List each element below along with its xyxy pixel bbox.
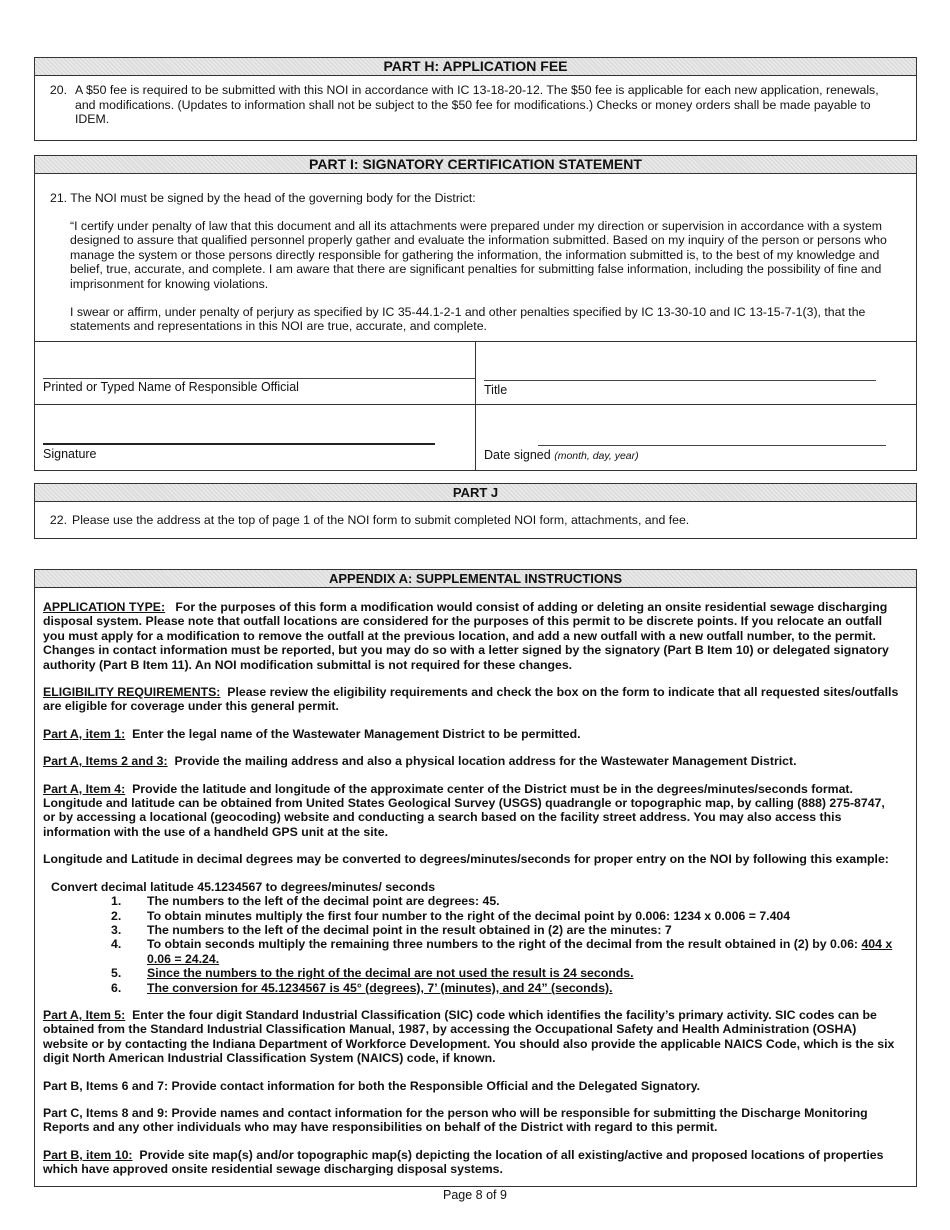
step-number: 6. xyxy=(111,980,122,995)
part-b-item-10-text: Provide site map(s) and/or topographic map(s) depicting the location of all existing/active and proposed locations of properties which have approved onsite residential sewage discharging disposal systems. xyxy=(43,1147,884,1177)
part-a-item-1-paragraph xyxy=(43,727,900,741)
step-number: 1. xyxy=(111,894,122,909)
conversion-steps xyxy=(43,894,900,995)
conversion-step xyxy=(111,937,900,966)
part-a-item-5-paragraph xyxy=(43,1008,900,1066)
conversion-step xyxy=(111,923,900,937)
page-number: Page 8 of 9 xyxy=(443,1188,507,1202)
part-a-item-4-paragraph xyxy=(43,782,900,840)
part-h-text: A $50 fee is required to be submitted with this NOI in accordance with IC 13-18-20-12. The $50 fee is applicable for each new application, renewals, and modifications. (Updates to information shall not be subject to the $50 fee for modifications.) Checks or money orders shall be made payable to IDEM. xyxy=(75,83,879,127)
step-number: 4. xyxy=(111,937,122,952)
conversion-intro: Longitude and Latitude in decimal degrees may be converted to degrees/minutes/seconds for proper entry on the NOI by following this example: xyxy=(43,852,889,867)
part-b-item-10-label: Part B, item 10: xyxy=(43,1147,133,1162)
part-i-section xyxy=(34,155,917,342)
part-h-header: PART H: APPLICATION FEE xyxy=(35,58,916,76)
appendix-a-header: APPENDIX A: SUPPLEMENTAL INSTRUCTIONS xyxy=(35,570,916,588)
title-label: Title xyxy=(484,383,508,397)
step-text-wrap xyxy=(147,937,900,966)
appendix-a-section xyxy=(34,569,917,1187)
item-number: 22. xyxy=(49,513,67,527)
eligibility-paragraph xyxy=(43,685,900,714)
step-text: The numbers to the left of the decimal point in the result obtained in (2) are the minutes: 7 xyxy=(147,922,672,937)
step-number: 3. xyxy=(111,922,122,937)
application-type-paragraph xyxy=(43,600,900,672)
name-label: Printed or Typed Name of Responsible Official xyxy=(43,380,299,394)
perjury-statement: I swear or affirm, under penalty of perjury as specified by IC 35-44.1-2-1 and other penalties specified by IC 13-30-10 and IC 13-15-7-1(3), that the statements and representations in this NOI are true, accurate, and complete. xyxy=(70,304,866,334)
conversion-step xyxy=(111,966,900,980)
signature-row-1 xyxy=(35,342,916,404)
conversion-title: Convert decimal latitude 45.1234567 to degrees/minutes/ seconds xyxy=(51,879,436,894)
part-j-header: PART J xyxy=(35,484,916,502)
title-line xyxy=(484,380,876,381)
appendix-body xyxy=(35,588,916,1177)
part-a-item-1-text: Enter the legal name of the Wastewater Management District to be permitted. xyxy=(132,726,581,741)
signature-label: Signature xyxy=(43,447,97,461)
part-a-items-2-3-paragraph xyxy=(43,754,900,768)
application-type-text: For the purposes of this form a modification would consist of adding or deleting an onsite residential sewage discharging disposal system. Please note that outfall locations are considered for the purposes of this permit to be discrete points. If you relocate an outfall you must apply for a modification to remove the outfall at the previous location, and add a new outfall with a new outfall number, to the permit. Changes in contact information must be reported, but you may do so with a letter signed by the signatory (Part B Item 10) or delegated signatory authority (Part B Item 11). An NOI modification submittal is not required for these changes. xyxy=(43,600,889,672)
responsible-official-name-field[interactable] xyxy=(35,342,475,404)
part-j-item-22 xyxy=(35,502,916,528)
conversion-step xyxy=(111,894,900,908)
date-line xyxy=(538,445,886,446)
step-text: To obtain seconds multiply the remaining three numbers to the right of the decimal from the result obtained in (2) by 0.06: xyxy=(147,937,859,952)
conversion-example xyxy=(43,880,900,995)
conversion-step xyxy=(111,981,900,995)
signature-table xyxy=(34,341,917,471)
part-c-items-8-9-paragraph: Part C, Items 8 and 9: Provide names and contact information for the person who will be responsible for submitting the Discharge Monitoring Reports and any other individuals who may have responsibilities on behalf of the District with regard to this permit. xyxy=(43,1105,868,1135)
part-a-item-1-label: Part A, item 1: xyxy=(43,726,126,741)
step-underlined-result: 404 x 0.06 = 24.24. xyxy=(147,937,893,966)
date-signed-field[interactable] xyxy=(475,405,916,470)
part-a-item-4-text: Provide the latitude and longitude of the approximate center of the District must be in the degrees/minutes/seconds format. Longitude and latitude can be obtained from United States Geological Survey (USGS) quadrangle or topographic map, by calling (888) 275-8747, or by accessing a locational (geocoding) website and conducting a search based on the facility street address. You may also access this information with the use of a handheld GPS unit at the site. xyxy=(43,781,885,839)
eligibility-label: ELIGIBILITY REQUIREMENTS: xyxy=(43,685,221,700)
step-text: Since the numbers to the right of the decimal are not used the result is 24 seconds. xyxy=(147,966,634,981)
step-number: 5. xyxy=(111,966,122,981)
part-i-header: PART I: SIGNATORY CERTIFICATION STATEMENT xyxy=(35,156,916,174)
part-a-item-4-label: Part A, Item 4: xyxy=(43,781,126,796)
part-h-section xyxy=(34,57,917,141)
part-b-item-10-paragraph xyxy=(43,1148,900,1177)
item-number: 20. xyxy=(49,83,67,97)
part-j-text: Please use the address at the top of page 1 of the NOI form to submit completed NOI form, attachments, and fee. xyxy=(72,513,690,527)
part-a-item-5-label: Part A, Item 5: xyxy=(43,1007,126,1022)
part-a-item-5-text: Enter the four digit Standard Industrial Classification (SIC) code which identifies the facility’s primary activity. SIC codes can be obtained from the Standard Industrial Classification Manual, 1987, by accessing the Occupational Safety and Health Administration (OSHA) website or by contacting the Indiana Department of Workforce Development. You should also provide the applicable NAICS Code, which is the six digit North American Industrial Classification System (NAICS) code, if known. xyxy=(43,1007,895,1066)
step-number: 2. xyxy=(111,908,122,923)
step-text: The numbers to the left of the decimal point are degrees: 45. xyxy=(147,894,500,909)
part-i-item-21: 21. The NOI must be signed by the head of the governing body for the District: xyxy=(50,191,476,205)
title-field[interactable] xyxy=(475,342,916,404)
part-a-items-2-3-text: Provide the mailing address and also a physical location address for the Wastewater Management District. xyxy=(174,754,797,769)
date-hint: (month, day, year) xyxy=(554,450,639,462)
date-label-text: Date signed xyxy=(484,448,551,462)
date-label xyxy=(484,448,639,464)
certification-quote: “I certify under penalty of law that this document and all its attachments were prepared under my direction or supervision in accordance with a system designed to assure that qualified personnel properly gather and evaluate the information submitted. Based on my inquiry of the person or persons who manage the system or those persons directly responsible for gathering the information, the information submitted is, to the best of my knowledge and belief, true, accurate, and complete. I am aware that there are significant penalties for submitting false information, including the possibility of fine and imprisonment for knowing violations. xyxy=(70,218,887,291)
step-text: The conversion for 45.1234567 is 45° (degrees), 7’ (minutes), and 24” (seconds). xyxy=(147,980,613,995)
eligibility-text: Please review the eligibility requirements and check the box on the form to indicate that all requested sites/outfalls are eligible for coverage under this general permit. xyxy=(43,685,899,714)
part-h-item-20 xyxy=(35,76,916,127)
signature-line xyxy=(43,443,435,445)
part-j-section xyxy=(34,483,917,539)
signature-row-2 xyxy=(35,404,916,470)
signature-field[interactable] xyxy=(35,405,475,470)
part-a-items-2-3-label: Part A, Items 2 and 3: xyxy=(43,754,168,769)
application-type-label: APPLICATION TYPE: xyxy=(43,600,166,614)
conversion-step xyxy=(111,909,900,923)
part-b-items-6-7-paragraph: Part B, Items 6 and 7: Provide contact information for both the Responsible Official and the Delegated Signatory. xyxy=(43,1078,701,1093)
step-text: To obtain minutes multiply the first four number to the right of the decimal point by 0.006: 1234 x 0.006 = 7.404 xyxy=(147,908,791,923)
name-signature-line xyxy=(43,378,475,379)
